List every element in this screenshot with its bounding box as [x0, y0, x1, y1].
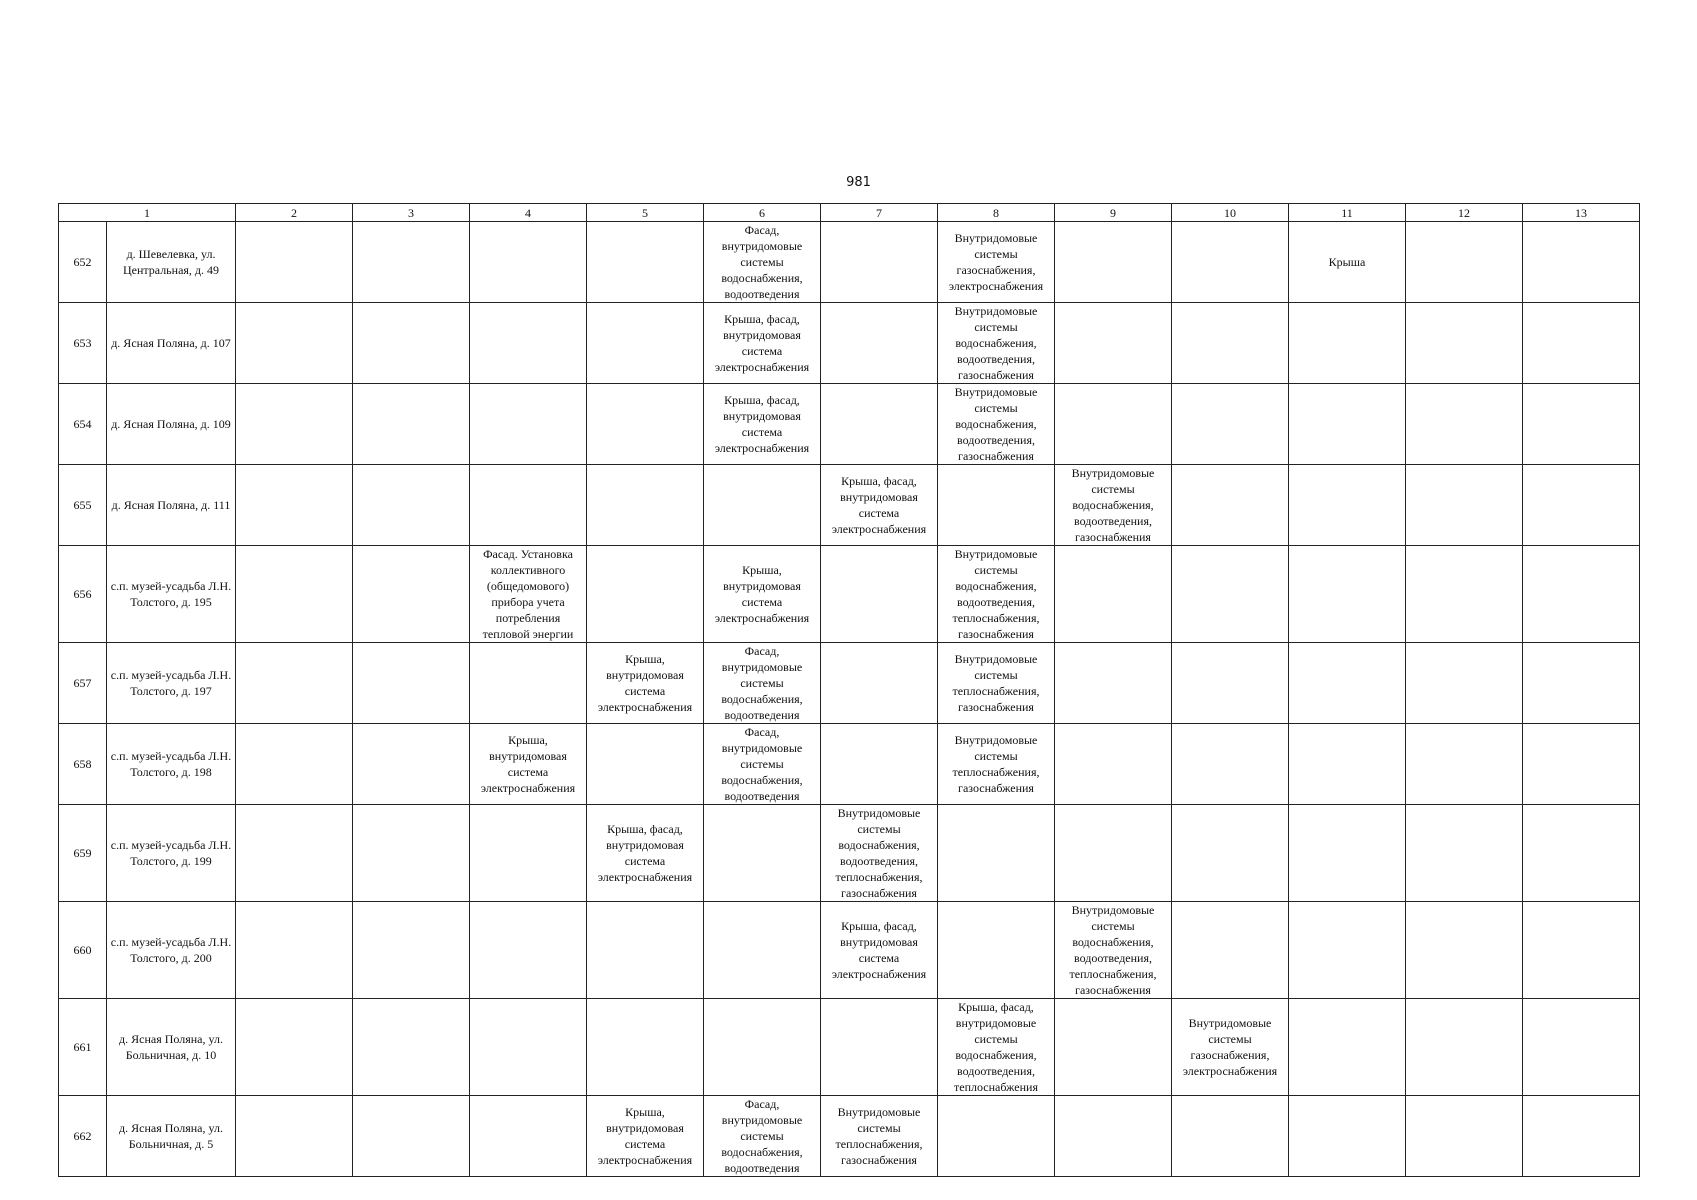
work-cell-col-2: [236, 999, 353, 1096]
column-header: 5: [587, 204, 704, 222]
address-cell: с.п. музей-усадьба Л.Н. Толстого, д. 195: [107, 546, 236, 643]
work-cell-col-9: [1055, 643, 1172, 724]
address-cell: д. Ясная Поляна, д. 109: [107, 384, 236, 465]
table-row: [59, 222, 1640, 303]
work-cell-col-11: [1289, 546, 1406, 643]
work-cell-col-4: [470, 1096, 587, 1177]
address-cell: с.п. музей-усадьба Л.Н. Толстого, д. 199: [107, 805, 236, 902]
work-cell-col-8: Крыша, фасад, внутридомовые системы водоснабжения, водоотведения, теплоснабжения: [938, 999, 1055, 1096]
work-cell-col-8: Внутридомовые системы теплоснабжения, газоснабжения: [938, 724, 1055, 805]
work-cell-col-5: [587, 222, 704, 303]
work-cell-col-9: [1055, 805, 1172, 902]
work-cell-col-8: Внутридомовые системы водоснабжения, водоотведения, газоснабжения: [938, 384, 1055, 465]
work-cell-col-5: [587, 384, 704, 465]
work-cell-col-6: Фасад, внутридомовые системы водоснабжения, водоотведения: [704, 1096, 821, 1177]
work-cell-col-11: [1289, 384, 1406, 465]
column-header: 10: [1172, 204, 1289, 222]
work-cell-col-13: [1523, 1096, 1640, 1177]
work-cell-col-12: [1406, 384, 1523, 465]
work-cell-col-10: [1172, 303, 1289, 384]
work-cell-col-7: Внутридомовые системы теплоснабжения, газоснабжения: [821, 1096, 938, 1177]
work-cell-col-6: Фасад, внутридомовые системы водоснабжения, водоотведения: [704, 222, 821, 303]
address-cell: д. Ясная Поляна, ул. Больничная, д. 5: [107, 1096, 236, 1177]
work-cell-col-3: [353, 643, 470, 724]
work-cell-col-5: Крыша, внутридомовая система электроснабжения: [587, 1096, 704, 1177]
address-cell: с.п. музей-усадьба Л.Н. Толстого, д. 197: [107, 643, 236, 724]
work-cell-col-2: [236, 1096, 353, 1177]
row-number-cell: 657: [59, 643, 107, 724]
work-cell-col-13: [1523, 643, 1640, 724]
work-cell-col-4: [470, 303, 587, 384]
address-cell: с.п. музей-усадьба Л.Н. Толстого, д. 198: [107, 724, 236, 805]
page-number: 981: [846, 175, 871, 190]
work-cell-col-13: [1523, 303, 1640, 384]
work-cell-col-9: [1055, 724, 1172, 805]
work-cell-col-4: [470, 805, 587, 902]
work-cell-col-6: [704, 465, 821, 546]
work-cell-col-7: Внутридомовые системы водоснабжения, водоотведения, теплоснабжения, газоснабжения: [821, 805, 938, 902]
work-cell-col-12: [1406, 999, 1523, 1096]
work-cell-col-2: [236, 303, 353, 384]
work-cell-col-2: [236, 724, 353, 805]
work-cell-col-11: Крыша: [1289, 222, 1406, 303]
row-number-cell: 659: [59, 805, 107, 902]
column-header: 1: [59, 204, 236, 222]
work-cell-col-7: [821, 222, 938, 303]
work-cell-col-9: Внутридомовые системы водоснабжения, водоотведения, теплоснабжения, газоснабжения: [1055, 902, 1172, 999]
column-header-row: [59, 204, 1640, 222]
work-cell-col-9: [1055, 1096, 1172, 1177]
work-cell-col-3: [353, 465, 470, 546]
work-cell-col-12: [1406, 222, 1523, 303]
work-cell-col-8: [938, 902, 1055, 999]
work-cell-col-6: Крыша, внутридомовая система электроснабжения: [704, 546, 821, 643]
work-cell-col-2: [236, 465, 353, 546]
work-cell-col-5: [587, 546, 704, 643]
work-cell-col-3: [353, 222, 470, 303]
work-cell-col-5: Крыша, фасад, внутридомовая система электроснабжения: [587, 805, 704, 902]
row-number-cell: 653: [59, 303, 107, 384]
work-cell-col-7: [821, 643, 938, 724]
address-cell: д. Ясная Поляна, ул. Больничная, д. 10: [107, 999, 236, 1096]
work-cell-col-6: Крыша, фасад, внутридомовая система электроснабжения: [704, 303, 821, 384]
work-cell-col-8: [938, 805, 1055, 902]
work-cell-col-12: [1406, 805, 1523, 902]
work-cell-col-11: [1289, 643, 1406, 724]
column-header: 6: [704, 204, 821, 222]
column-header: 3: [353, 204, 470, 222]
table-body: [59, 222, 1640, 1177]
work-cell-col-7: [821, 384, 938, 465]
column-header: 11: [1289, 204, 1406, 222]
column-header: 4: [470, 204, 587, 222]
work-cell-col-7: Крыша, фасад, внутридомовая система электроснабжения: [821, 465, 938, 546]
work-cell-col-12: [1406, 1096, 1523, 1177]
work-cell-col-3: [353, 724, 470, 805]
work-cell-col-4: [470, 643, 587, 724]
work-cell-col-11: [1289, 724, 1406, 805]
repair-schedule-table: [58, 203, 1640, 1177]
work-cell-col-10: [1172, 724, 1289, 805]
work-cell-col-10: [1172, 384, 1289, 465]
work-cell-col-4: Крыша, внутридомовая система электроснабжения: [470, 724, 587, 805]
work-cell-col-5: [587, 999, 704, 1096]
work-cell-col-10: [1172, 465, 1289, 546]
column-header: 9: [1055, 204, 1172, 222]
work-cell-col-4: [470, 999, 587, 1096]
work-cell-col-13: [1523, 384, 1640, 465]
work-cell-col-13: [1523, 465, 1640, 546]
work-cell-col-7: [821, 724, 938, 805]
table-row: [59, 724, 1640, 805]
address-cell: с.п. музей-усадьба Л.Н. Толстого, д. 200: [107, 902, 236, 999]
work-cell-col-5: Крыша, внутридомовая система электроснабжения: [587, 643, 704, 724]
work-cell-col-12: [1406, 465, 1523, 546]
column-header: 7: [821, 204, 938, 222]
work-cell-col-6: [704, 805, 821, 902]
work-cell-col-9: [1055, 222, 1172, 303]
work-cell-col-8: Внутридомовые системы теплоснабжения, газоснабжения: [938, 643, 1055, 724]
work-cell-col-2: [236, 384, 353, 465]
work-cell-col-3: [353, 303, 470, 384]
work-cell-col-10: [1172, 546, 1289, 643]
work-cell-col-3: [353, 902, 470, 999]
work-cell-col-8: Внутридомовые системы газоснабжения, электроснабжения: [938, 222, 1055, 303]
work-cell-col-7: Крыша, фасад, внутридомовая система электроснабжения: [821, 902, 938, 999]
work-cell-col-9: [1055, 303, 1172, 384]
row-number-cell: 656: [59, 546, 107, 643]
row-number-cell: 661: [59, 999, 107, 1096]
work-cell-col-13: [1523, 724, 1640, 805]
work-cell-col-9: [1055, 999, 1172, 1096]
work-cell-col-13: [1523, 902, 1640, 999]
table-row: [59, 303, 1640, 384]
address-cell: д. Ясная Поляна, д. 107: [107, 303, 236, 384]
work-cell-col-11: [1289, 805, 1406, 902]
table-row: [59, 805, 1640, 902]
column-header: 2: [236, 204, 353, 222]
work-cell-col-7: [821, 303, 938, 384]
work-cell-col-7: [821, 999, 938, 1096]
work-cell-col-3: [353, 546, 470, 643]
work-cell-col-11: [1289, 303, 1406, 384]
work-cell-col-2: [236, 546, 353, 643]
work-cell-col-10: [1172, 1096, 1289, 1177]
work-cell-col-8: [938, 465, 1055, 546]
column-header: 13: [1523, 204, 1640, 222]
work-cell-col-3: [353, 384, 470, 465]
column-header: 12: [1406, 204, 1523, 222]
work-cell-col-4: Фасад. Установка коллективного (общедомового) прибора учета потребления тепловой энергии: [470, 546, 587, 643]
work-cell-col-5: [587, 465, 704, 546]
work-cell-col-4: [470, 222, 587, 303]
work-cell-col-6: Фасад, внутридомовые системы водоснабжения, водоотведения: [704, 643, 821, 724]
address-cell: д. Шевелевка, ул. Центральная, д. 49: [107, 222, 236, 303]
work-cell-col-2: [236, 643, 353, 724]
work-cell-col-10: [1172, 805, 1289, 902]
work-cell-col-12: [1406, 902, 1523, 999]
work-cell-col-2: [236, 902, 353, 999]
work-cell-col-9: Внутридомовые системы водоснабжения, водоотведения, газоснабжения: [1055, 465, 1172, 546]
row-number-cell: 658: [59, 724, 107, 805]
work-cell-col-5: [587, 902, 704, 999]
row-number-cell: 660: [59, 902, 107, 999]
table-row: [59, 999, 1640, 1096]
work-cell-col-7: [821, 546, 938, 643]
work-cell-col-12: [1406, 546, 1523, 643]
work-cell-col-10: [1172, 222, 1289, 303]
work-cell-col-10: Внутридомовые системы газоснабжения, электроснабжения: [1172, 999, 1289, 1096]
row-number-cell: 655: [59, 465, 107, 546]
row-number-cell: 654: [59, 384, 107, 465]
work-cell-col-5: [587, 724, 704, 805]
work-cell-col-9: [1055, 546, 1172, 643]
table-row: [59, 1096, 1640, 1177]
row-number-cell: 652: [59, 222, 107, 303]
work-cell-col-11: [1289, 999, 1406, 1096]
work-cell-col-6: Фасад, внутридомовые системы водоснабжения, водоотведения: [704, 724, 821, 805]
table-row: [59, 546, 1640, 643]
work-cell-col-8: Внутридомовые системы водоснабжения, водоотведения, газоснабжения: [938, 303, 1055, 384]
work-cell-col-2: [236, 805, 353, 902]
work-cell-col-10: [1172, 643, 1289, 724]
work-cell-col-11: [1289, 902, 1406, 999]
work-cell-col-13: [1523, 546, 1640, 643]
work-cell-col-13: [1523, 222, 1640, 303]
address-cell: д. Ясная Поляна, д. 111: [107, 465, 236, 546]
work-cell-col-13: [1523, 805, 1640, 902]
work-cell-col-12: [1406, 303, 1523, 384]
work-cell-col-11: [1289, 465, 1406, 546]
work-cell-col-8: Внутридомовые системы водоснабжения, водоотведения, теплоснабжения, газоснабжения: [938, 546, 1055, 643]
table-row: [59, 384, 1640, 465]
work-cell-col-4: [470, 384, 587, 465]
column-header: 8: [938, 204, 1055, 222]
table-row: [59, 465, 1640, 546]
work-cell-col-3: [353, 999, 470, 1096]
work-cell-col-4: [470, 465, 587, 546]
work-cell-col-6: [704, 902, 821, 999]
work-cell-col-3: [353, 1096, 470, 1177]
work-cell-col-5: [587, 303, 704, 384]
work-cell-col-2: [236, 222, 353, 303]
work-cell-col-13: [1523, 999, 1640, 1096]
work-cell-col-3: [353, 805, 470, 902]
work-cell-col-11: [1289, 1096, 1406, 1177]
row-number-cell: 662: [59, 1096, 107, 1177]
work-cell-col-6: Крыша, фасад, внутридомовая система электроснабжения: [704, 384, 821, 465]
work-cell-col-4: [470, 902, 587, 999]
work-cell-col-10: [1172, 902, 1289, 999]
work-cell-col-6: [704, 999, 821, 1096]
work-cell-col-12: [1406, 724, 1523, 805]
work-cell-col-8: [938, 1096, 1055, 1177]
table-row: [59, 902, 1640, 999]
table-row: [59, 643, 1640, 724]
work-cell-col-12: [1406, 643, 1523, 724]
work-cell-col-9: [1055, 384, 1172, 465]
